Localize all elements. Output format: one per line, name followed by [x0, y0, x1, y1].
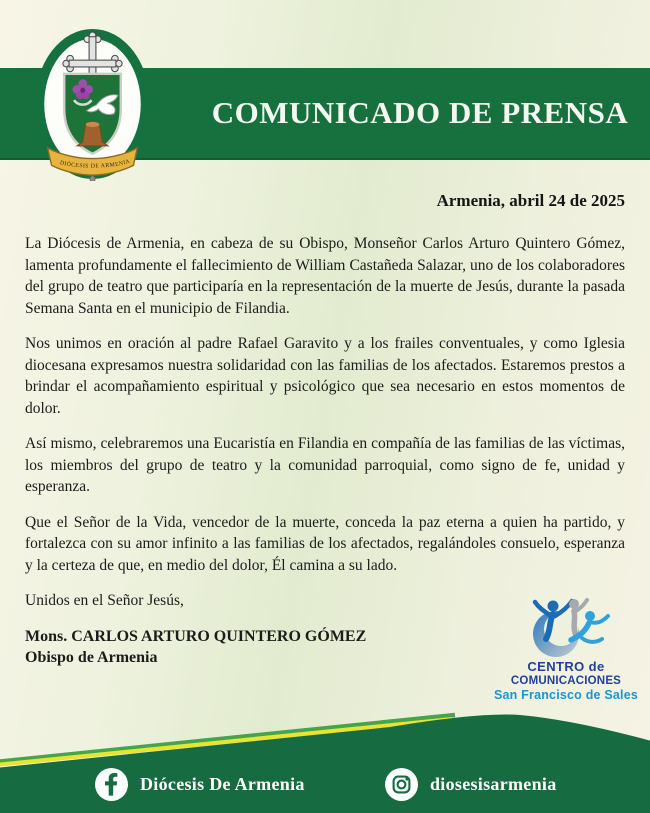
signature-name: Mons. CARLOS ARTURO QUINTERO GÓMEZ — [25, 627, 367, 645]
body-paragraph: Que el Señor de la Vida, vencedor de la muerte, conceda la paz eterna a quien ha partido, y fortalezca con su amor infinito a las familias de los afectados, regalándoles consuelo, esperanza y la certeza de que, en medio del dolor, Él camina a su lado. — [25, 513, 625, 574]
instagram-link[interactable] — [385, 768, 557, 801]
communications-center-logo — [490, 596, 642, 703]
centro-line3: San Francisco de Sales — [493, 688, 639, 703]
instagram-icon[interactable] — [385, 768, 418, 801]
body-paragraph: Así mismo, celebraremos una Eucaristía en Filandia en compañía de las familias de las víctimas, los miembros del grupo de teatro y la comunidad parroquial, como signo de fe, unidad y esperanza. — [25, 435, 625, 495]
body-paragraph: Nos unimos en oración al padre Rafael Garavito y a los frailes conventuales, y como Iglesia diocesana expresamos nuestra solidaridad con las familias de los afectados. Estaremos prestos a brindar el acompañamiento espiritual y psicológico que sea necesario en estos momentos de dolor. — [25, 335, 625, 417]
date-line: Armenia, abril 24 de 2025 — [436, 191, 625, 210]
closing-line: Unidos en el Señor Jesús, — [25, 592, 184, 609]
instagram-handle[interactable]: diosesisarmenia — [430, 774, 557, 794]
facebook-icon[interactable] — [95, 768, 128, 801]
crest-banner-text: DIÓCESIS DE ARMENIA — [59, 158, 132, 170]
page-title: COMUNICADO DE PRENSA — [211, 95, 629, 130]
diocese-crest-logo — [32, 27, 153, 181]
communications-center-figures-icon — [520, 596, 612, 658]
facebook-handle[interactable]: Diócesis De Armenia — [140, 774, 305, 794]
centro-line2: COMUNICACIONES — [510, 674, 622, 687]
body-paragraph: La Diócesis de Armenia, en cabeza de su Obispo, Monseñor Carlos Arturo Quintero Gómez, lamenta profundamente el fallecimiento de William Castañeda Salazar, uno de los colaboradores del grupo de teatro que participaría en la representación de la muerte de Jesús, durante la pasada Semana Santa en el municipio de Filandia. — [25, 235, 625, 317]
facebook-link[interactable] — [95, 768, 305, 801]
centro-line1: CENTRO de — [527, 659, 605, 674]
signature-role: Obispo de Armenia — [25, 648, 158, 666]
